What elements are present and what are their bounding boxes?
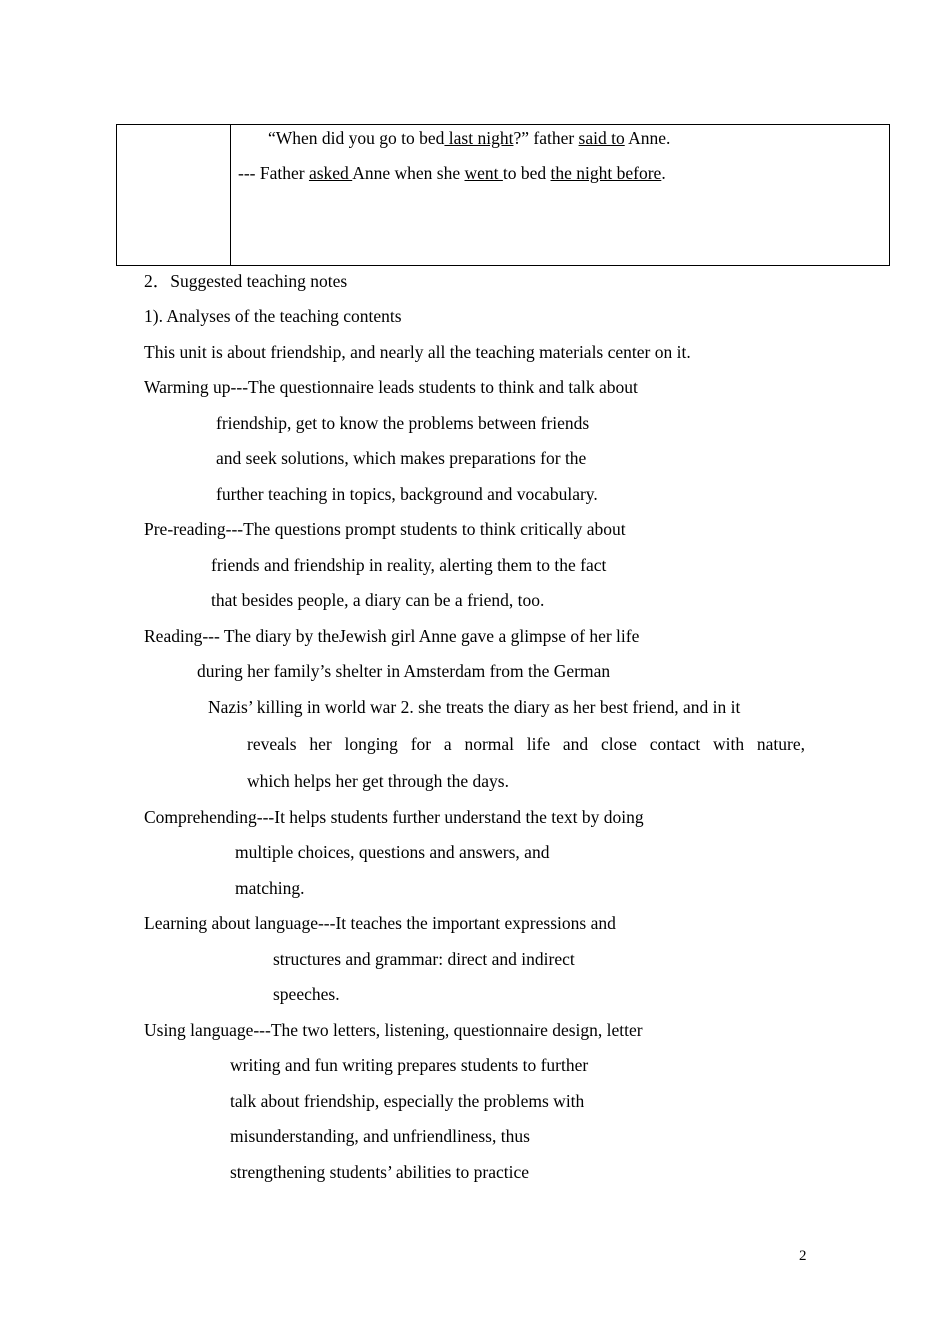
quote-text: ?” father (513, 128, 579, 148)
reading-line-3: Nazis’ killing in world war 2. she treats the diary as her best friend, and in it (208, 697, 741, 717)
prereading-line-2: friends and friendship in reality, alerting them to the fact (211, 555, 607, 575)
quote-underline-last-night: last night (444, 128, 514, 148)
intro-paragraph: This unit is about friendship, and nearly all the teaching materials center on it. (144, 342, 691, 362)
reported-underline-night-before: the night before (550, 163, 662, 183)
reported-text: to bed (502, 163, 551, 183)
reading-line-4: reveals her longing for a normal life and close contact with nature, (247, 734, 805, 754)
quote-underline-said-to: said to (578, 128, 625, 148)
quote-text: Anne. (624, 128, 671, 148)
reported-speech-example (238, 162, 666, 184)
section-heading: 2．Suggested teaching notes (144, 271, 348, 291)
using-line-3: talk about friendship, especially the problems with (230, 1091, 585, 1111)
using-line-5: strengthening students’ abilities to practice (230, 1162, 530, 1182)
warming-line-1: Warming up---The questionnaire leads students to think and talk about (144, 377, 638, 397)
reported-text: . (661, 163, 666, 183)
page-number: 2 (799, 1248, 807, 1264)
warming-line-4: further teaching in topics, background and vocabulary. (216, 484, 598, 504)
comprehending-line-1: Comprehending---It helps students further understand the text by doing (144, 807, 644, 827)
reading-line-2: during her family’s shelter in Amsterdam from the German (197, 661, 611, 681)
reported-text: --- Father (238, 163, 309, 183)
quote-text: “When did you go to bed (268, 128, 445, 148)
learning-line-1: Learning about language---It teaches the important expressions and (144, 913, 616, 933)
prereading-line-1: Pre-reading---The questions prompt students to think critically about (144, 519, 626, 539)
reported-text: Anne when she (352, 163, 465, 183)
learning-line-2: structures and grammar: direct and indirect (273, 949, 575, 969)
using-line-2: writing and fun writing prepares students to further (230, 1055, 589, 1075)
subheading: 1). Analyses of the teaching contents (144, 306, 402, 326)
direct-speech-example (268, 127, 670, 149)
reported-underline-went: went (464, 163, 503, 183)
reading-line-1: Reading--- The diary by theJewish girl Anne gave a glimpse of her life (144, 626, 640, 646)
comprehending-line-3: matching. (235, 878, 305, 898)
using-line-4: misunderstanding, and unfriendliness, thus (230, 1126, 530, 1146)
reading-line-5: which helps her get through the days. (247, 771, 509, 791)
reported-underline-asked: asked (308, 163, 353, 183)
comprehending-line-2: multiple choices, questions and answers, and (235, 842, 550, 862)
table-left-cell (117, 125, 231, 265)
prereading-line-3: that besides people, a diary can be a friend, too. (211, 590, 545, 610)
learning-line-3: speeches. (273, 984, 340, 1004)
using-line-1: Using language---The two letters, listening, questionnaire design, letter (144, 1020, 643, 1040)
warming-line-3: and seek solutions, which makes preparations for the (216, 448, 587, 468)
warming-line-2: friendship, get to know the problems between friends (216, 413, 590, 433)
